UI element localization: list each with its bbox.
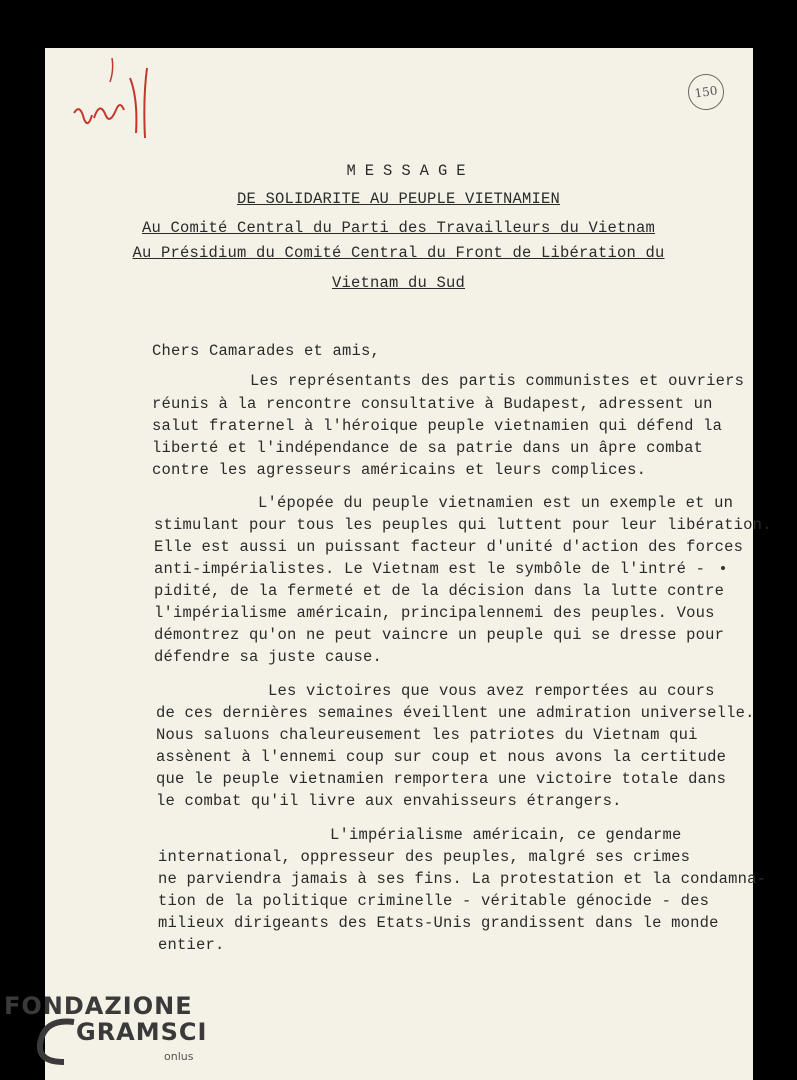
body-line: que le peuple vietnamien remportera une victoire totale dans [156,770,727,788]
body-line: stimulant pour tous les peuples qui luttent pour leur libération. [154,516,772,534]
body-line: Elle est aussi un puissant facteur d'unité d'action des forces [154,538,744,556]
body-line: Les représentants des partis communistes et ouvriers [250,372,745,390]
body-line: pidité, de la fermeté et de la décision dans la lutte contre [154,582,725,600]
body-line: l'impérialisme américain, principalennemi des peuples. Vous [154,604,715,622]
body-line: anti-impérialistes. Le Vietnam est le symbôle de l'intré - [154,560,706,578]
body-line: contre les agresseurs américains et leurs complices. [152,461,647,479]
body-line: entier. [158,936,225,954]
logo-text-onlus: onlus [164,1050,194,1063]
body-line: Nous saluons chaleureusement les patriotes du Vietnam qui [156,726,698,744]
body-line: tion de la politique criminelle - véritable génocide - des [158,892,710,910]
body-line: le combat qu'il livre aux envahisseurs étrangers. [156,792,622,810]
ink-speck [721,566,725,570]
logo-text-fondazione: FONDAZIONE [4,992,193,1020]
body-line: démontrez qu'on ne peut vaincre un peuple qui se dresse pour [154,626,725,644]
logo-swoosh-icon [34,1016,78,1066]
body-line: L'impérialisme américain, ce gendarme [330,826,682,844]
recipient-line-2: Au Présidium du Comité Central du Front de Libération du [132,244,665,262]
body-line: réunis à la rencontre consultative à Budapest, adressent un [152,395,713,413]
body-line: milieux dirigeants des Etats-Unis grandissent dans le monde [158,914,719,932]
body-line: de ces dernières semaines éveillent une admiration universelle. [156,704,755,722]
recipient-line-3: Vietnam du Sud [331,274,466,292]
body-line: ne parviendra jamais à ses fins. La protestation et la condamna- [158,870,767,888]
recipient-line-1: Au Comité Central du Parti des Travailleurs du Vietnam [141,219,656,237]
body-line: défendre sa juste cause. [154,648,383,666]
body-line: assènent à l'ennemi coup sur coup et nous avons la certitude [156,748,727,766]
message-title: MESSAGE [346,162,475,180]
logo-text-gramsci: GRAMSCI [76,1018,208,1046]
handwritten-annotation [72,58,172,148]
message-subtitle: DE SOLIDARITE AU PEUPLE VIETNAMIEN [236,190,561,208]
body-line: salut fraternel à l'héroique peuple vietnamien qui défend la [152,417,723,435]
body-line: Les victoires que vous avez remportées au cours [268,682,715,700]
body-line: international, oppresseur des peuples, malgré ses crimes [158,848,691,866]
body-line: L'épopée du peuple vietnamien est un exemple et un [258,494,734,512]
body-line: liberté et l'indépendance de sa patrie dans un âpre combat [152,439,704,457]
salutation: Chers Camarades et amis, [152,342,381,360]
fondazione-gramsci-logo [4,990,208,1070]
folio-number-stamp: 150 [686,72,727,113]
